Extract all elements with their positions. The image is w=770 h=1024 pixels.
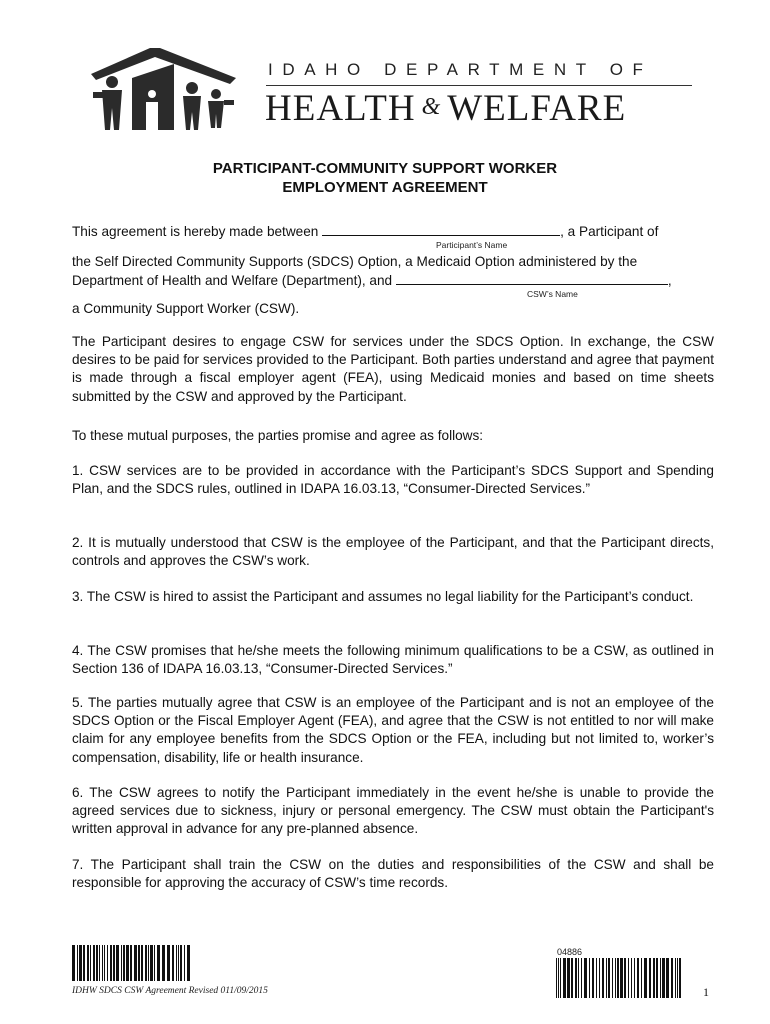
barcode-bar — [104, 945, 105, 981]
barcode-bar — [93, 945, 95, 981]
mutual-purposes-paragraph: To these mutual purposes, the parties promise and agree as follows: — [72, 428, 484, 443]
barcode-bar — [578, 958, 579, 998]
clause-1: 1. CSW services are to be provided in accordance with the Participant’s SDCS Support and Spending Plan, and the SDCS rules, outlined in IDAPA 16.03.13, “Consumer-Directed Services.” — [72, 463, 714, 497]
barcode-bar — [141, 945, 143, 981]
clause-6: 6. The CSW agrees to notify the Participant immediately in the event he/she is unable to provide the agreed services due to sickness, injury or personal emergency. The CSW must obtain the Participant's written approval in advance for any pre-planned absence. — [72, 785, 714, 837]
csw-name-label: CSW’s Name — [527, 289, 578, 299]
barcode-bar — [596, 958, 597, 998]
barcode-bar — [184, 945, 185, 981]
barcode-bar — [96, 945, 98, 981]
barcode-bar — [180, 945, 182, 981]
barcode-bar — [634, 958, 635, 998]
barcode-bar — [615, 958, 616, 998]
barcode-bar — [110, 945, 112, 981]
barcode-bar — [150, 945, 153, 981]
barcode-bar — [162, 945, 165, 981]
barcode-bar — [102, 945, 103, 981]
header-divider — [266, 85, 692, 86]
barcode-bar — [107, 945, 108, 981]
barcode-bar — [628, 958, 629, 998]
barcode-bar — [612, 958, 613, 998]
clause-3: 3. The CSW is hired to assist the Participant and assumes no legal liability for the Participant’s conduct. — [72, 589, 694, 604]
barcode-bar — [121, 945, 122, 981]
intro-text: , a Participant of — [560, 224, 659, 239]
barcode-bar — [167, 945, 170, 981]
barcode-bar — [581, 958, 582, 998]
clause-4: 4. The CSW promises that he/she meets the following minimum qualifications to be a CSW, as outlined in Section 136 of IDAPA 16.03.13, “Consumer-Directed Services.” — [72, 643, 714, 677]
barcode-bar — [671, 958, 673, 998]
participant-name-field[interactable] — [322, 223, 560, 236]
barcode-bar — [79, 945, 82, 981]
barcode-bar — [130, 945, 132, 981]
intro-text: This agreement is hereby made between — [72, 224, 323, 239]
page-number: 1 — [703, 985, 709, 999]
intro-line-1 — [72, 223, 658, 239]
participant-name-label: Participant’s Name — [436, 240, 508, 250]
barcode-bar — [560, 958, 561, 998]
barcode-bar — [148, 945, 149, 981]
document-title-line-1: PARTICIPANT-COMMUNITY SUPPORT WORKER — [212, 160, 558, 177]
barcode-bar — [172, 945, 174, 981]
clause-5: 5. The parties mutually agree that CSW is an employee of the Participant and is not an employee of the SDCS Option or the Fiscal Employer Agent (FEA), and agree that the CSW is not entitled to nor will make claim for any employee benefits from the SDCS Option or the FEA, including but not limited to, worker’s compensation, disability, life or health insurance. — [72, 695, 714, 765]
barcode-bar — [87, 945, 89, 981]
barcode-bar — [599, 958, 600, 998]
health-welfare-wordmark — [265, 87, 626, 130]
clause-7: 7. The Participant shall train the CSW on the duties and responsibilities of the CSW and shall be responsible for approving the accuracy of CSW’s time records. — [72, 857, 714, 891]
barcode-bar — [575, 958, 577, 998]
barcode-bar — [90, 945, 91, 981]
barcode-bar — [606, 958, 607, 998]
barcode-bar — [617, 958, 619, 998]
barcode-bar — [631, 958, 632, 998]
barcode-bar — [116, 945, 119, 981]
document-title-line-2: EMPLOYMENT AGREEMENT — [282, 179, 488, 196]
ampersand: & — [421, 94, 442, 120]
intro-line-2: the Self Directed Community Supports (SDCS) Option, a Medicaid Option administered by the — [72, 254, 638, 269]
right-barcode — [556, 958, 684, 998]
barcode-number: 04886 — [557, 947, 583, 957]
barcode-bar — [138, 945, 140, 981]
health-word: HEALTH — [265, 88, 416, 129]
barcode-bar — [608, 958, 610, 998]
barcode-bar — [99, 945, 100, 981]
barcode-bar — [83, 945, 85, 981]
barcode-bar — [571, 958, 573, 998]
barcode-bar — [113, 945, 115, 981]
barcode-bar — [592, 958, 594, 998]
barcode-bar — [72, 945, 75, 981]
barcode-bar — [77, 945, 78, 981]
barcode-bar — [556, 958, 557, 998]
clause-2: 2. It is mutually understood that CSW is the employee of the Participant, and that the Participant directs, controls and approves the CSW’s work. — [72, 535, 714, 569]
barcode-bar — [675, 958, 676, 998]
barcode-bar — [602, 958, 604, 998]
left-barcode — [72, 945, 192, 981]
barcode-bar — [641, 958, 642, 998]
barcode-bar — [584, 958, 587, 998]
barcode-bar — [563, 958, 566, 998]
barcode-bar — [637, 958, 639, 998]
barcode-bar — [666, 958, 669, 998]
intro-text: Department of Health and Welfare (Department), and — [72, 273, 396, 288]
barcode-bar — [134, 945, 137, 981]
barcode-bar — [660, 958, 661, 998]
barcode-bar — [656, 958, 658, 998]
barcode-bar — [589, 958, 590, 998]
barcode-bar — [123, 945, 125, 981]
form-revision-id: IDHW SDCS CSW Agreement Revised 011/09/2015 — [72, 986, 268, 996]
barcode-bar — [662, 958, 665, 998]
barcode-bar — [558, 958, 559, 998]
intro-line-3 — [72, 272, 672, 288]
barcode-bar — [178, 945, 179, 981]
barcode-bar — [126, 945, 129, 981]
intro-line-4: a Community Support Worker (CSW). — [72, 301, 300, 316]
barcode-bar — [620, 958, 623, 998]
welfare-word: WELFARE — [447, 88, 627, 129]
barcode-bar — [157, 945, 160, 981]
barcode-bar — [567, 958, 570, 998]
purpose-paragraph: The Participant desires to engage CSW for services under the SDCS Option. In exchange, the CSW desires to be paid for services provided to the Participant. Both parties understand and agree that payment is made through a fiscal employer agent (FEA), using Medicaid monies and based on time sheets submitted by the CSW and approved by the Participant. — [72, 334, 714, 404]
barcode-bar — [154, 945, 155, 981]
barcode-bar — [679, 958, 681, 998]
barcode-bar — [176, 945, 177, 981]
barcode-bar — [145, 945, 147, 981]
barcode-bar — [677, 958, 678, 998]
barcode-bar — [187, 945, 190, 981]
barcode-bar — [624, 958, 626, 998]
csw-name-field[interactable] — [396, 272, 668, 285]
barcode-bar — [653, 958, 655, 998]
intro-text: , — [667, 273, 672, 288]
barcode-bar — [644, 958, 647, 998]
idhw-logo-icon — [88, 44, 238, 132]
department-name-line: IDAHO DEPARTMENT OF — [268, 60, 653, 79]
barcode-bar — [649, 958, 651, 998]
